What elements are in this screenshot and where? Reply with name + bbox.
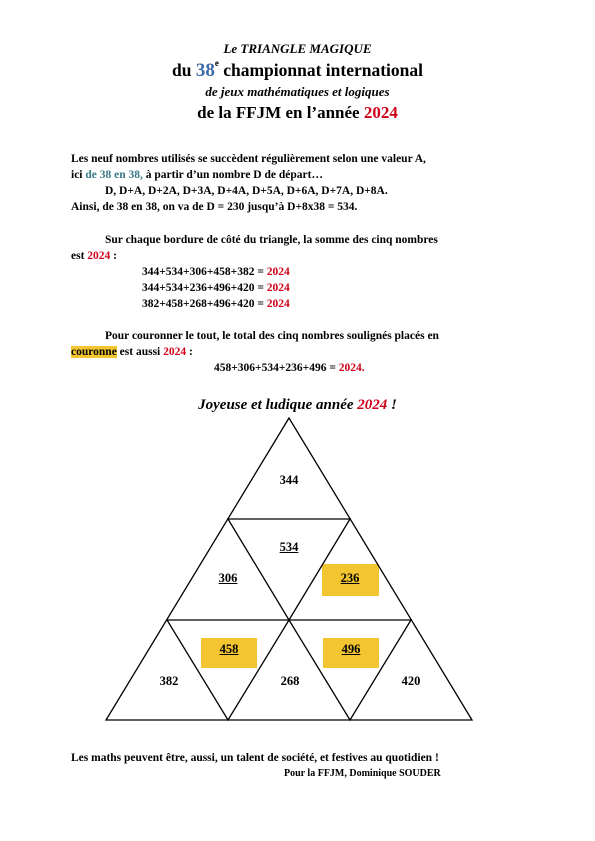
equation-2-sum: 344+534+236+496+420 =: [142, 282, 267, 294]
cell-268: 268: [280, 674, 300, 688]
greeting-text: Joyeuse et ludique année: [198, 397, 358, 413]
championship-number: 38: [195, 60, 215, 81]
para2-year: 2024: [87, 250, 111, 262]
para2-line2-pre: est: [71, 250, 88, 262]
equation-2-result: 2024: [266, 282, 290, 294]
inner-left-triangle: [167, 620, 289, 720]
cell-534: 534: [279, 540, 299, 554]
equation-1-result: 2024: [266, 266, 290, 278]
cell-344: 344: [279, 473, 299, 487]
para2-line2-post: :: [110, 250, 118, 262]
cell-382: 382: [159, 674, 179, 688]
para3-line2-post: :: [186, 346, 193, 358]
para1-line4: Ainsi, de 38 en 38, on va de D = 230 jusqu’à D+8x38 = 534.: [71, 201, 358, 213]
para1-line2-pre: ici: [71, 169, 86, 181]
title-prefix: du: [171, 60, 196, 80]
title-year: 2024: [363, 103, 398, 122]
para3-line2-mid: est aussi: [116, 346, 164, 358]
para3-line1: Pour couronner le tout, le total des cinq nombres soulignés placés en: [105, 330, 439, 342]
para3-year: 2024: [163, 346, 187, 358]
ordinal-suffix: e: [214, 58, 219, 68]
para2-line1: Sur chaque bordure de côté du triangle, la somme des cinq nombres: [105, 234, 438, 246]
footer-line1: Les maths peuvent être, aussi, un talent de société, et festives au quotidien !: [71, 752, 439, 764]
inner-right-triangle: [289, 620, 411, 720]
crown-equation-sum: 458+306+534+236+496 =: [214, 362, 339, 374]
title-line-4-text: de la FFJM en l’année: [197, 103, 364, 122]
greeting-end: !: [387, 397, 397, 413]
greeting-year: 2024: [357, 397, 388, 413]
cell-236: 236: [340, 571, 360, 585]
footer-signature: Pour la FFJM, Dominique SOUDER: [284, 768, 441, 779]
title-suffix: championnat international: [218, 60, 424, 80]
para1-line2-post: à partir d’un nombre D de départ…: [142, 169, 323, 181]
cell-420: 420: [401, 674, 421, 688]
title-line-1: Le TRIANGLE MAGIQUE: [223, 41, 372, 56]
equation-1-sum: 344+534+306+458+382 =: [142, 266, 267, 278]
crown-highlight: couronne: [71, 346, 117, 358]
equation-3-result: 2024: [266, 298, 290, 310]
para1-line1: Les neuf nombres utilisés se succèdent régulièrement selon une valeur A,: [71, 153, 426, 165]
cell-306: 306: [218, 571, 238, 585]
equation-3-sum: 382+458+268+496+420 =: [142, 298, 267, 310]
cell-458: 458: [219, 642, 239, 656]
para1-step: de 38 en 38,: [85, 169, 143, 181]
cell-496: 496: [341, 642, 361, 656]
title-line-3: de jeux mathématiques et logiques: [205, 84, 390, 99]
crown-equation-result: 2024.: [338, 362, 365, 374]
para1-sequence: D, D+A, D+2A, D+3A, D+4A, D+5A, D+6A, D+7A, D+8A.: [105, 185, 388, 197]
